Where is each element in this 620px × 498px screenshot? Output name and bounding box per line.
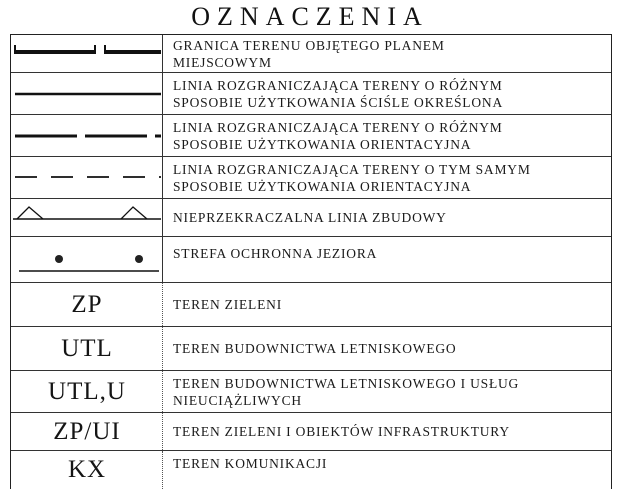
legend-text-line: NIEUCIĄŻLIWYCH	[173, 392, 302, 408]
legend-row-plan-boundary	[11, 35, 611, 73]
legend-code: UTL,U	[48, 377, 126, 405]
long-dash-line-symbol	[11, 115, 163, 157]
legend-title: OZNACZENIA	[191, 2, 429, 31]
triangle-line-symbol	[11, 199, 163, 237]
legend-text-line: TEREN KOMUNIKACJI	[173, 456, 328, 471]
legend-row-short-dash-line	[11, 157, 611, 199]
legend-symbol-cell	[11, 73, 163, 114]
legend-symbol-cell	[11, 283, 163, 326]
legend-description	[173, 35, 605, 72]
legend-row-utl	[11, 327, 611, 371]
legend-symbol-cell	[11, 35, 163, 72]
legend-description	[173, 237, 605, 282]
legend-symbol-cell	[11, 157, 163, 198]
legend-description	[173, 327, 605, 370]
legend-text-line: NIEPRZEKRACZALNA LINIA ZBUDOWY	[173, 210, 447, 225]
dot-line-symbol	[11, 237, 163, 283]
legend-row-kx	[11, 451, 611, 489]
legend-symbol-cell	[11, 327, 163, 370]
legend-row-zp	[11, 283, 611, 327]
legend-description	[173, 451, 605, 489]
legend-text-line: TEREN BUDOWNICTWA LETNISKOWEGO I USŁUG	[173, 375, 520, 391]
legend-row-long-dash-line	[11, 115, 611, 157]
legend-text-line: TEREN ZIELENI	[173, 297, 282, 312]
legend-symbol-cell	[11, 115, 163, 156]
legend-text-line: SPOSOBIE UŻYTKOWANIA ORIENTACYJNA	[173, 136, 472, 152]
legend-row-lake-protection-zone	[11, 237, 611, 283]
legend-code: KX	[67, 456, 107, 483]
legend-row-zp-ui	[11, 413, 611, 451]
legend-text-line: LINIA ROZGRANICZAJĄCA TERENY O RÓŻNYM	[173, 77, 503, 93]
legend-text-line: STREFA OCHRONNA JEZIORA	[173, 246, 378, 261]
legend-symbol-cell	[11, 451, 163, 489]
legend-text-line: TEREN BUDOWNICTWA LETNISKOWEGO	[173, 341, 457, 356]
legend-text-line: TEREN ZIELENI I OBIEKTÓW INFRASTRUKTURY	[173, 424, 510, 439]
legend-text-line: LINIA ROZGRANICZAJĄCA TERENY O TYM SAMYM	[173, 161, 531, 177]
broken-thick-line-symbol	[11, 35, 163, 73]
legend-code: UTL	[61, 334, 113, 362]
legend-description	[173, 283, 605, 326]
legend-text-line: SPOSOBIE UŻYTKOWANIA ŚCIŚLE OKREŚLONA	[173, 94, 503, 110]
legend-symbol-cell	[11, 413, 163, 450]
legend-description	[173, 199, 605, 236]
legend-row-building-line	[11, 199, 611, 237]
legend-table	[10, 34, 612, 489]
legend-symbol-cell	[11, 237, 163, 282]
solid-line-symbol	[11, 73, 163, 115]
short-dash-line-symbol	[11, 157, 163, 199]
legend-description	[173, 371, 605, 412]
legend-code: ZP/UI	[53, 417, 121, 445]
legend-row-utl-u	[11, 371, 611, 413]
legend-text-line: MIEJSCOWYM	[173, 54, 272, 70]
legend-code: ZP	[71, 290, 103, 318]
legend-description	[173, 115, 605, 156]
legend-row-solid-line	[11, 73, 611, 115]
legend-symbol-cell	[11, 199, 163, 236]
legend-text-line: GRANICA TERENU OBJĘTEGO PLANEM	[173, 37, 445, 53]
legend-description	[173, 73, 605, 114]
legend-symbol-cell	[11, 371, 163, 412]
legend-description	[173, 157, 605, 198]
legend-text-line: LINIA ROZGRANICZAJĄCA TERENY O RÓŻNYM	[173, 119, 503, 135]
legend-text-line: SPOSOBIE UŻYTKOWANIA ORIENTACYJNA	[173, 178, 472, 194]
legend-description	[173, 413, 605, 450]
